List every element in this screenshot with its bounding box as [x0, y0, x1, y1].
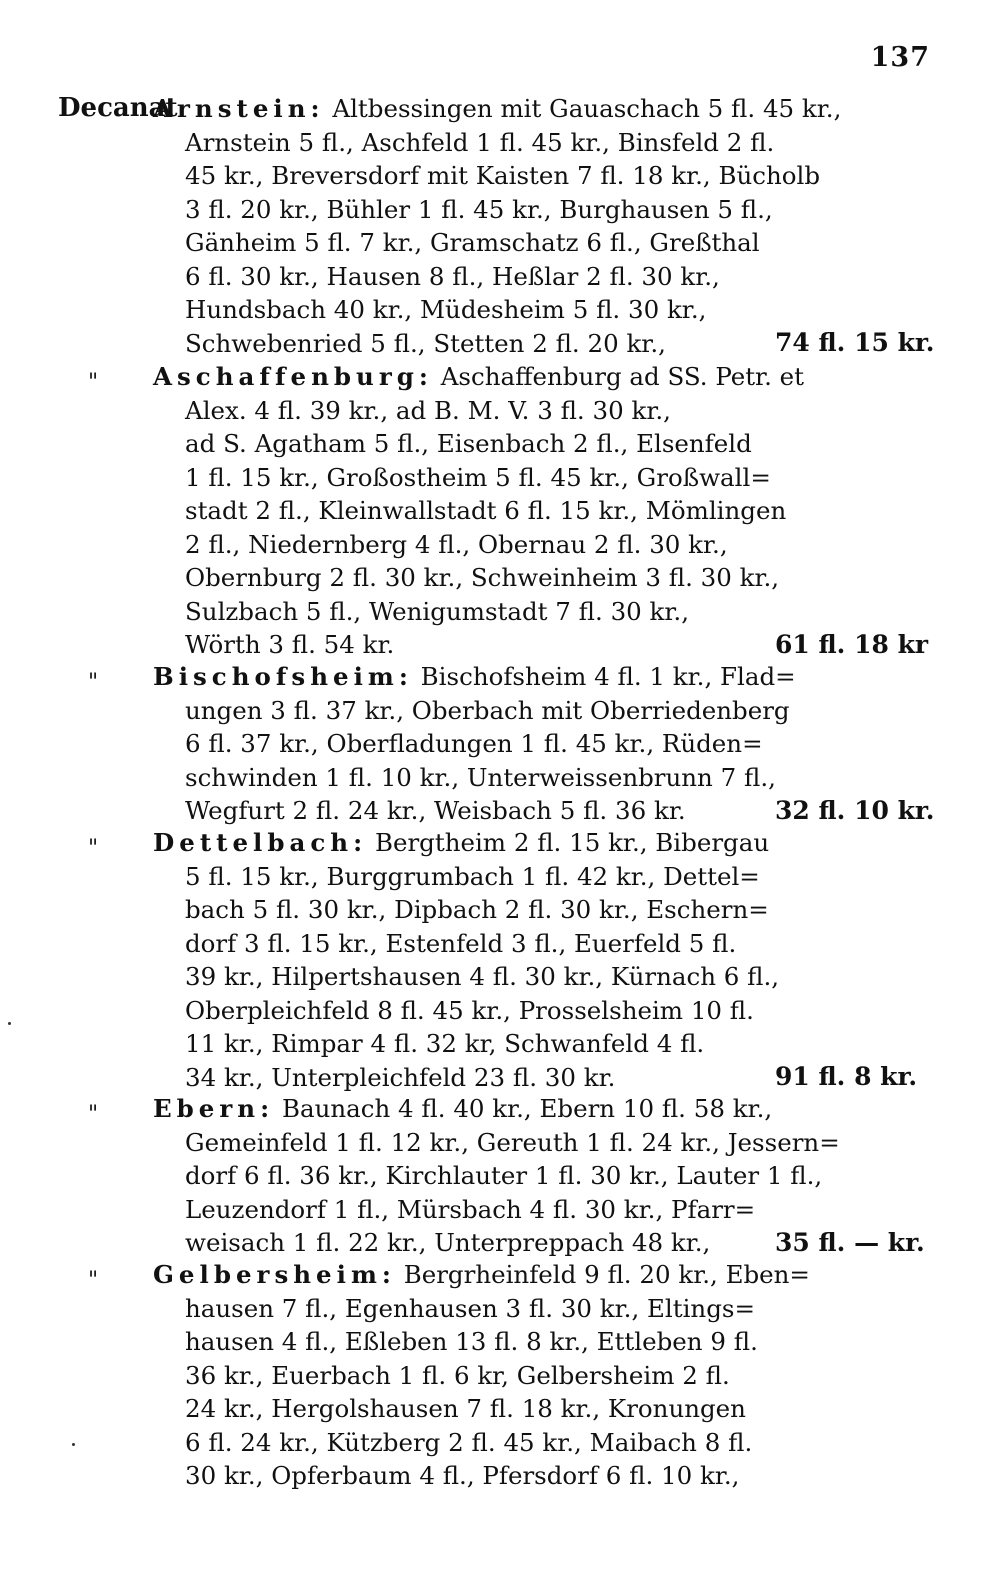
- entry-line: 45 kr., Breversdorf mit Kaisten 7 fl. 18 kr., Bücholb: [185, 161, 821, 190]
- ditto-mark: ": [88, 370, 99, 395]
- entry-first-line: [153, 660, 796, 694]
- entry-line: Alex. 4 fl. 39 kr., ad B. M. V. 3 fl. 30 kr.,: [185, 395, 671, 425]
- entry-line: 2 fl., Niedernberg 4 fl., Obernau 2 fl. 30 kr.,: [185, 529, 728, 559]
- entry-line: Hundsbach 40 kr., Müdesheim 5 fl. 30 kr.,: [185, 295, 707, 324]
- entry-line: Arnstein 5 fl., Aschfeld 1 fl. 45 kr., Binsfeld 2 fl.: [185, 127, 775, 157]
- entry-line: Oberpleichfeld 8 fl. 45 kr., Prosselsheim 10 fl.: [185, 995, 754, 1025]
- entry-line: hausen 7 fl., Egenhausen 3 fl. 30 kr., Eltings=: [185, 1293, 755, 1323]
- ditto-mark: ": [88, 836, 99, 861]
- entry-line: Bischofsheim 4 fl. 1 kr., Flad=: [412, 662, 796, 691]
- entry-line: 1 fl. 15 kr., Großostheim 5 fl. 45 kr., Großwall=: [185, 462, 771, 492]
- entry-line: 39 kr., Hilpertshausen 4 fl. 30 kr., Kürnach 6 fl.,: [185, 962, 780, 991]
- entry-total: 61 fl. 18 kr: [775, 630, 929, 659]
- entry-body: [153, 1258, 810, 1493]
- entry-line: Sulzbach 5 fl., Wenigumstadt 7 fl. 30 kr.,: [185, 596, 689, 626]
- ditto-mark: ": [88, 1268, 99, 1293]
- entry-line: 5 fl. 15 kr., Burggrumbach 1 fl. 42 kr., Dettel=: [185, 861, 760, 891]
- entry-line: stadt 2 fl., Kleinwallstadt 6 fl. 15 kr., Mömlingen: [185, 496, 787, 525]
- entry-line: Schwebenried 5 fl., Stetten 2 fl. 20 kr.,: [185, 328, 666, 358]
- entry-line: ungen 3 fl. 37 kr., Oberbach mit Oberriedenberg: [185, 695, 790, 725]
- entry-body: [153, 92, 842, 360]
- entry-total: 32 fl. 10 kr.: [775, 796, 935, 825]
- entry-line: 6 fl. 37 kr., Oberfladungen 1 fl. 45 kr., Rüden=: [185, 729, 763, 758]
- entry-line: Altbessingen mit Gauaschach 5 fl. 45 kr.,: [324, 94, 842, 123]
- entry-line: bach 5 fl. 30 kr., Dipbach 2 fl. 30 kr., Eschern=: [185, 895, 769, 924]
- entry-line: ad S. Agatham 5 fl., Eisenbach 2 fl., Elsenfeld: [185, 429, 752, 458]
- entry-first-line: [153, 1258, 810, 1292]
- entry-line: 34 kr., Unterpleichfeld 23 fl. 30 kr.: [185, 1062, 616, 1092]
- entry-line: Baunach 4 fl. 40 kr., Ebern 10 fl. 58 kr.,: [274, 1094, 773, 1123]
- entry-line: Obernburg 2 fl. 30 kr., Schweinheim 3 fl. 30 kr.,: [185, 563, 780, 592]
- entry-line: weisach 1 fl. 22 kr., Unterpreppach 48 kr.,: [185, 1228, 711, 1257]
- entry-line: 6 fl. 30 kr., Hausen 8 fl., Heßlar 2 fl. 30 kr.,: [185, 261, 720, 291]
- entry-line: 11 kr., Rimpar 4 fl. 32 kr, Schwanfeld 4 fl.: [185, 1029, 705, 1058]
- entry-total: 35 fl. — kr.: [775, 1228, 925, 1257]
- entry-line: Gänheim 5 fl. 7 kr., Gramschatz 6 fl., Greßthal: [185, 228, 760, 257]
- decanat-label: Decanat: [58, 93, 178, 123]
- entry-body: [153, 1092, 840, 1260]
- entry-first-line: [153, 826, 770, 860]
- entry-line: dorf 6 fl. 36 kr., Kirchlauter 1 fl. 30 kr., Lauter 1 fl.,: [185, 1161, 823, 1190]
- deanery-name: Bischofsheim:: [153, 662, 413, 691]
- deanery-name: Dettelbach:: [153, 828, 368, 857]
- entry-line: Bergrheinfeld 9 fl. 20 kr., Eben=: [395, 1260, 810, 1289]
- entry-line: Aschaffenburg ad SS. Petr. et: [432, 362, 804, 391]
- entry-first-line: [153, 360, 804, 394]
- entry-line: Bergtheim 2 fl. 15 kr., Bibergau: [367, 828, 770, 857]
- entry-total: 74 fl. 15 kr.: [775, 328, 935, 357]
- entry-line: Leuzendorf 1 fl., Mürsbach 4 fl. 30 kr., Pfarr=: [185, 1194, 756, 1224]
- ditto-mark: ": [88, 1102, 99, 1127]
- entry-line: 36 kr., Euerbach 1 fl. 6 kr, Gelbersheim 2 fl.: [185, 1360, 730, 1390]
- deanery-name: Arnstein:: [153, 94, 325, 123]
- entry-line: Gemeinfeld 1 fl. 12 kr., Gereuth 1 fl. 24 kr., Jessern=: [185, 1127, 840, 1157]
- entry-first-line: [153, 92, 842, 126]
- deanery-name: Aschaffenburg:: [153, 362, 433, 391]
- entry-line: dorf 3 fl. 15 kr., Estenfeld 3 fl., Euerfeld 5 fl.: [185, 928, 737, 958]
- entry-line: schwinden 1 fl. 10 kr., Unterweissenbrunn 7 fl.,: [185, 762, 776, 792]
- deanery-name: Ebern:: [153, 1094, 275, 1123]
- entry-body: [153, 826, 780, 1094]
- entry-line: 3 fl. 20 kr., Bühler 1 fl. 45 kr., Burghausen 5 fl.,: [185, 194, 773, 224]
- entry-line: Wegfurt 2 fl. 24 kr., Weisbach 5 fl. 36 kr.: [185, 796, 686, 825]
- entry-line: Wörth 3 fl. 54 kr.: [185, 630, 395, 659]
- scan-speck: [72, 1443, 75, 1446]
- deanery-name: Gelbersheim:: [153, 1260, 396, 1289]
- page-number: 137: [870, 42, 930, 73]
- scan-speck: [8, 1022, 11, 1025]
- entry-total: 91 fl. 8 kr.: [775, 1062, 918, 1091]
- entry-body: [153, 360, 804, 662]
- entry-body: [153, 660, 796, 828]
- entry-line: 24 kr., Hergolshausen 7 fl. 18 kr., Kronungen: [185, 1394, 746, 1423]
- entry-line: 30 kr., Opferbaum 4 fl., Pfersdorf 6 fl. 10 kr.,: [185, 1461, 740, 1490]
- ditto-mark: ": [88, 670, 99, 695]
- entry-line: 6 fl. 24 kr., Kützberg 2 fl. 45 kr., Maibach 8 fl.: [185, 1427, 753, 1457]
- entry-first-line: [153, 1092, 773, 1126]
- entry-line: hausen 4 fl., Eßleben 13 fl. 8 kr., Ettleben 9 fl.: [185, 1327, 758, 1356]
